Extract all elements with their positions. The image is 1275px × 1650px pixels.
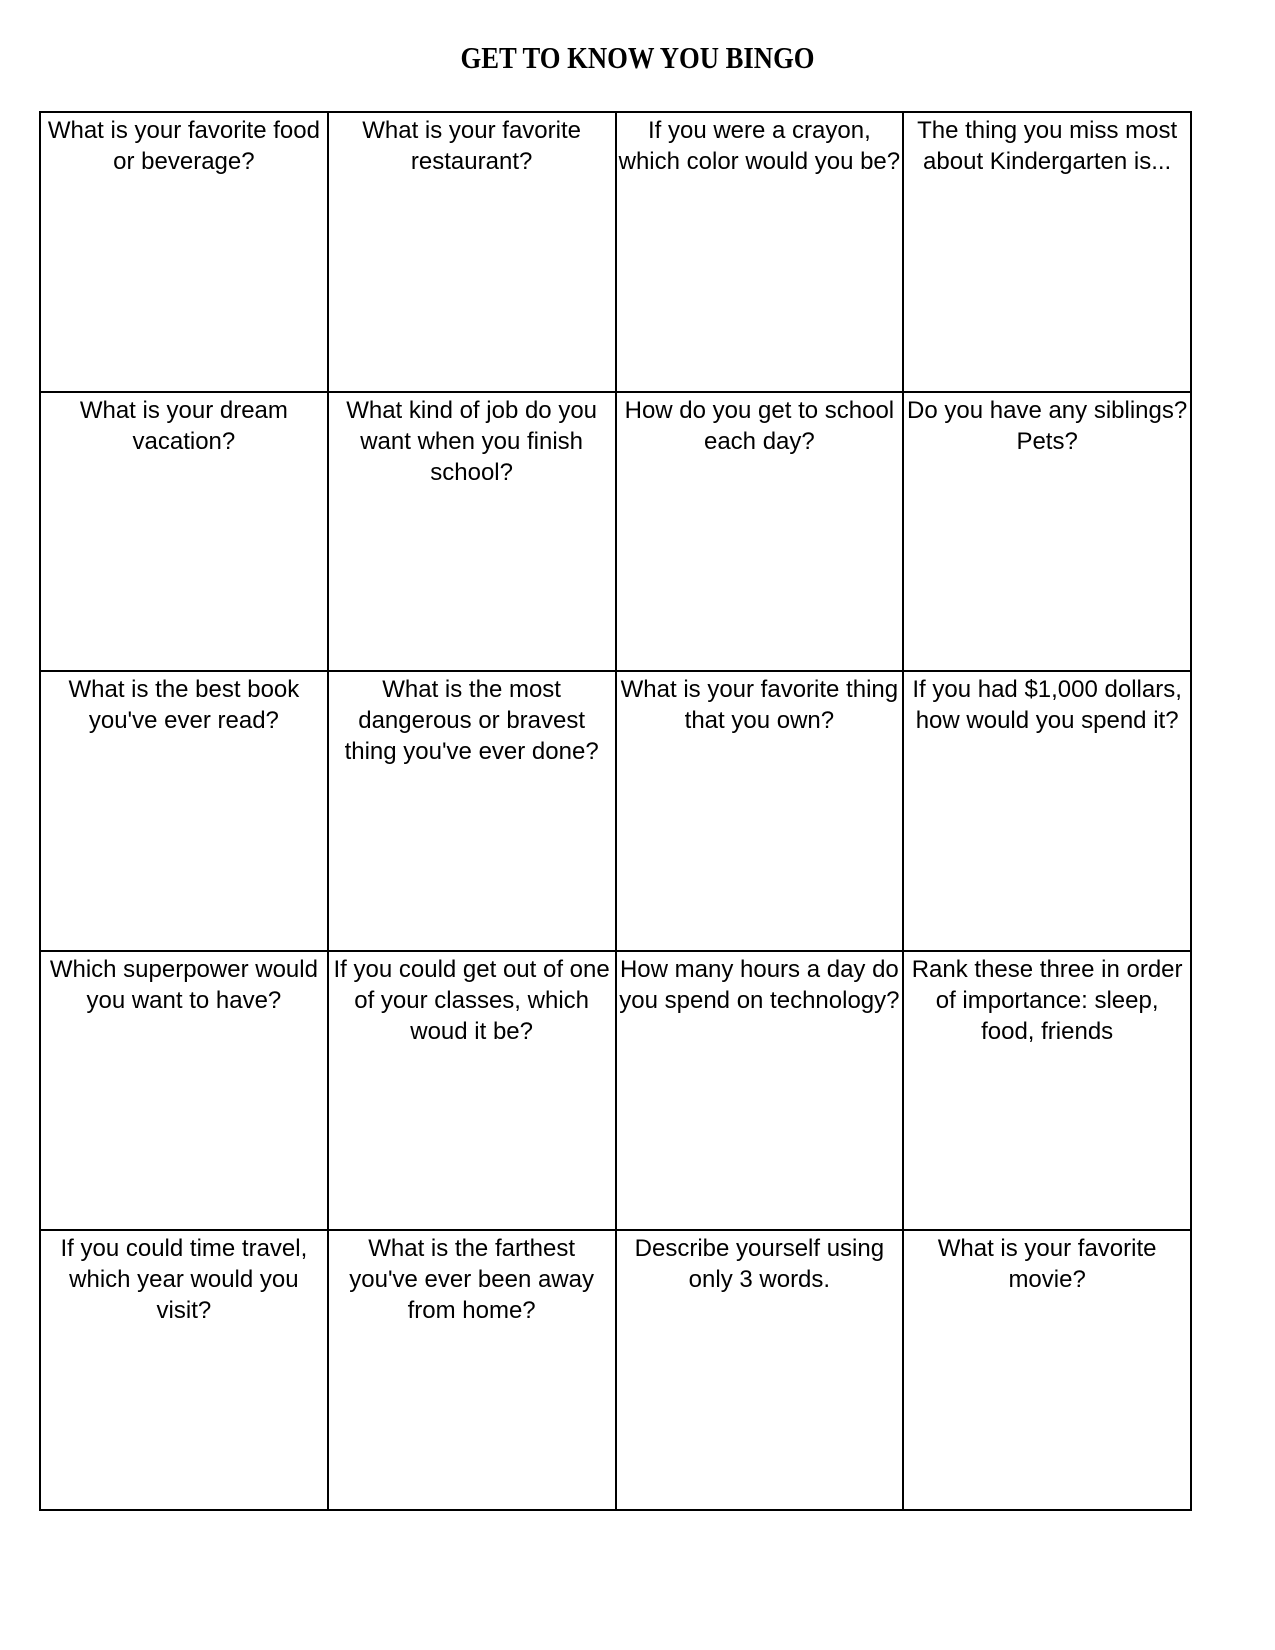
bingo-cell: How do you get to school each day? [616, 392, 904, 672]
grid-row [40, 1230, 1191, 1510]
grid-row [40, 112, 1191, 392]
bingo-cell: If you were a crayon, which color would you be? [616, 112, 904, 392]
bingo-cell: How many hours a day do you spend on technology? [616, 951, 904, 1231]
bingo-cell: If you could get out of one of your classes, which woud it be? [328, 951, 616, 1231]
bingo-cell: What kind of job do you want when you finish school? [328, 392, 616, 672]
bingo-cell: If you had $1,000 dollars, how would you spend it? [903, 671, 1191, 951]
bingo-cell: What is the most dangerous or bravest thing you've ever done? [328, 671, 616, 951]
bingo-cell: What is your dream vacation? [40, 392, 328, 672]
grid-row [40, 392, 1191, 672]
bingo-cell: What is your favorite thing that you own? [616, 671, 904, 951]
bingo-cell: What is your favorite movie? [903, 1230, 1191, 1510]
bingo-cell: Describe yourself using only 3 words. [616, 1230, 904, 1510]
bingo-grid [39, 111, 1192, 1511]
bingo-cell: Rank these three in order of importance: sleep, food, friends [903, 951, 1191, 1231]
grid-row [40, 951, 1191, 1231]
bingo-cell: What is your favorite restaurant? [328, 112, 616, 392]
bingo-cell: If you could time travel, which year would you visit? [40, 1230, 328, 1510]
bingo-cell: Do you have any siblings? Pets? [903, 392, 1191, 672]
bingo-cell: The thing you miss most about Kindergarten is... [903, 112, 1191, 392]
grid-row [40, 671, 1191, 951]
bingo-cell: Which superpower would you want to have? [40, 951, 328, 1231]
bingo-cell: What is the farthest you've ever been away from home? [328, 1230, 616, 1510]
bingo-cell: What is the best book you've ever read? [40, 671, 328, 951]
bingo-cell: What is your favorite food or beverage? [40, 112, 328, 392]
page-title: GET TO KNOW YOU BINGO [460, 40, 815, 75]
